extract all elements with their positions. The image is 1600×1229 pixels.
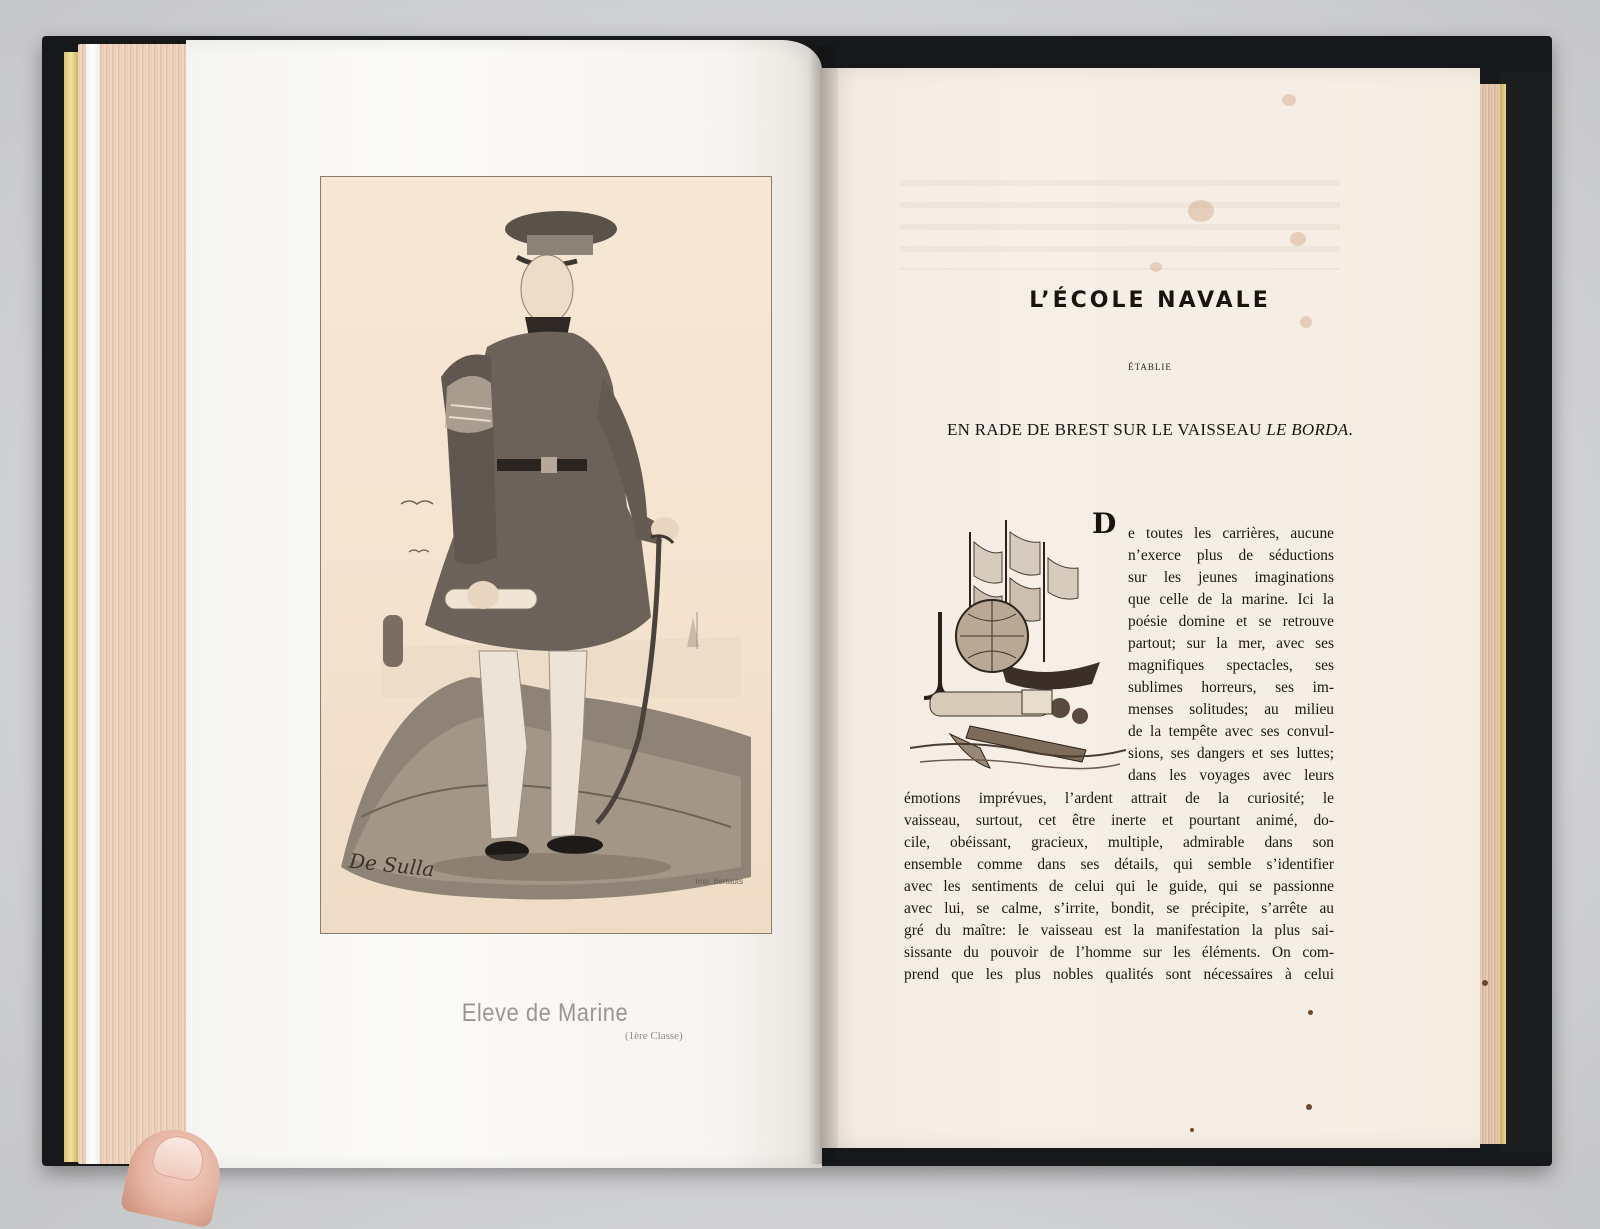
plate-caption [320, 998, 770, 1042]
body-text-line: émotions imprévues, l’ardent attrait de la curiosité; le [904, 790, 1334, 807]
chapter-established: ÉTABLIE [1128, 362, 1172, 372]
body-text-line: poésie domine et se retrouve [1128, 613, 1334, 630]
body-text-line: sublimes horreurs, ses im- [1128, 679, 1334, 696]
body-text-line: ensemble comme dans ses détails, qui semble s’identifier [904, 856, 1334, 873]
drop-cap: D [1092, 507, 1117, 540]
body-text-line: sur les jeunes imaginations [1128, 569, 1334, 586]
body-text-line: que celle de la marine. Ici la [1128, 591, 1334, 608]
foxing-stain [1282, 94, 1296, 106]
body-text-line: cile, obéissant, gracieux, multiple, admirable dans son [904, 834, 1334, 851]
body-text-line: de la tempête avec ses convul- [1128, 723, 1334, 740]
chapter-title: L’ÉCOLE NAVALE [1029, 288, 1271, 313]
body-text-line: dans les voyages avec leurs [1128, 767, 1334, 784]
body-text-line: sissante du pouvoir de l’homme sur les éléments. On com- [904, 944, 1334, 961]
show-through-text [900, 180, 1340, 270]
body-text-line: e toutes les carrières, aucune [1128, 525, 1334, 542]
ship-name: LE BORDA [1266, 420, 1349, 439]
naval-cadet-illustration [321, 177, 771, 933]
ship-vignette-illustration [910, 507, 1126, 774]
paper-speck [1190, 1128, 1194, 1132]
body-text-line: gré du maître: le vaisseau est la manifestation la plus sai- [904, 922, 1334, 939]
book-gutter [808, 46, 838, 1164]
foxing-stain [1300, 316, 1312, 328]
body-text-line: avec lui, se calme, s’irrite, bondit, se précipite, s’arrête au [904, 900, 1334, 917]
body-text-line: menses solitudes; au milieu [1128, 701, 1334, 718]
foxing-stain [1150, 262, 1162, 272]
subtitle-period: . [1348, 420, 1353, 439]
page-edge-strip [86, 44, 100, 1164]
body-text-line: vaisseau, surtout, cet être inerte et pourtant animé, do- [904, 812, 1334, 829]
plate-caption-class: (1ère Classe) [625, 1030, 683, 1042]
lithograph-plate [320, 176, 772, 934]
body-text-line: partout; sur la mer, avec ses [1128, 635, 1334, 652]
body-text-line: prend que les plus nobles qualités sont nécessaires à celui [904, 966, 1334, 983]
foxing-stain [1290, 232, 1306, 246]
subtitle-text: EN RADE DE BREST SUR LE VAISSEAU [946, 420, 1267, 439]
foxing-stain [1188, 200, 1214, 222]
body-text-line: sions, ses dangers et ses luttes; [1128, 745, 1334, 762]
book-cover-edge [1500, 72, 1552, 1152]
artist-signature: De Sulla [347, 848, 436, 882]
paper-speck [1306, 1104, 1312, 1110]
gilt-page-edge-right [1500, 84, 1506, 1144]
paper-speck [1308, 1010, 1313, 1015]
body-text-line: n’exerce plus de séductions [1128, 547, 1334, 564]
chapter-subtitle [820, 420, 1480, 440]
left-page-stack [78, 44, 200, 1164]
paper-speck [1482, 980, 1488, 986]
gilt-page-edge [64, 52, 78, 1162]
body-text-line: magnifiques spectacles, ses [1128, 657, 1334, 674]
thumbnail [150, 1132, 208, 1183]
printer-imprint: Imp. Bertauts [695, 877, 743, 886]
plate-caption-title: Eleve de Marine [461, 998, 629, 1027]
body-text-line: avec les sentiments de celui qui le guide, qui se passionne [904, 878, 1334, 895]
